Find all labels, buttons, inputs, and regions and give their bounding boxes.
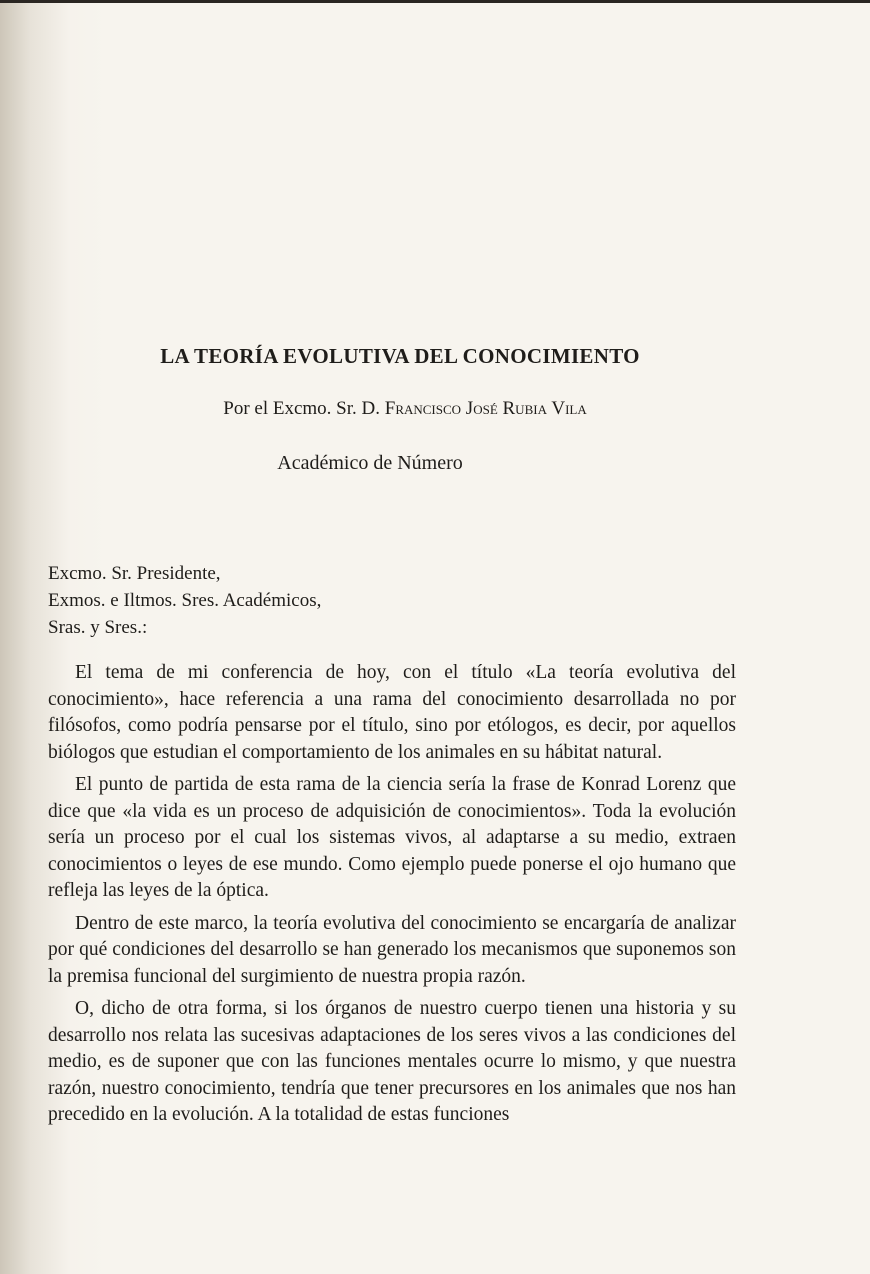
salutation-line: Excmo. Sr. Presidente, [48,563,221,584]
author-byline [90,398,720,420]
top-edge-rule [0,0,870,3]
author-role: Académico de Número [277,452,463,474]
paragraph: O, dicho de otra forma, si los órganos de nuestro cuerpo tienen una historia y su desarrollo nos relata las sucesivas adaptaciones de los seres vivos a las condiciones del medio, es de suponer que con las funciones mentales ocurre lo mismo, y que nuestra razón, nuestro conocimiento, tendría que tener precursores en los animales que nos han precedido en la evolución. A la totalidad de estas funciones [48,998,736,1125]
paragraph: El tema de mi conferencia de hoy, con el título «La teoría evolutiva del conocimiento», hace referencia a una rama del conocimiento desarrollada no por filósofos, como podría pensarse por el título, sino por etólogos, es decir, por aquellos biólogos que estudian el comportamiento de los animales en su hábitat natural. [48,662,736,763]
paragraph: Dentro de este marco, la teoría evolutiva del conocimiento se encargaría de analizar por qué condiciones del desarrollo se han generado los mecanismos que suponemos son la premisa funcional del surgimiento de nuestra propia razón. [48,912,736,987]
salutation-line: Exmos. e Iltmos. Sres. Académicos, [48,590,322,611]
body-text [48,660,736,1135]
paragraph: El punto de partida de esta rama de la ciencia sería la frase de Konrad Lorenz que dice que «la vida es un proceso de adquisición de conocimientos». Toda la evolución sería un proceso por el cual los sistemas vivos, al adaptarse a su medio, extraen conocimientos o leyes de ese mundo. Como ejemplo puede ponerse el ojo humano que refleja las leyes de la óptica. [48,774,736,901]
salutation-line: Sras. y Sres.: [48,617,148,638]
author-name: Francisco José Rubia Vila [384,398,587,419]
byline-prefix: Por el Excmo. Sr. D. [223,398,380,419]
salutation-block [48,560,448,641]
document-title: LA TEORÍA EVOLUTIVA DEL CONOCIMIENTO [160,344,640,368]
